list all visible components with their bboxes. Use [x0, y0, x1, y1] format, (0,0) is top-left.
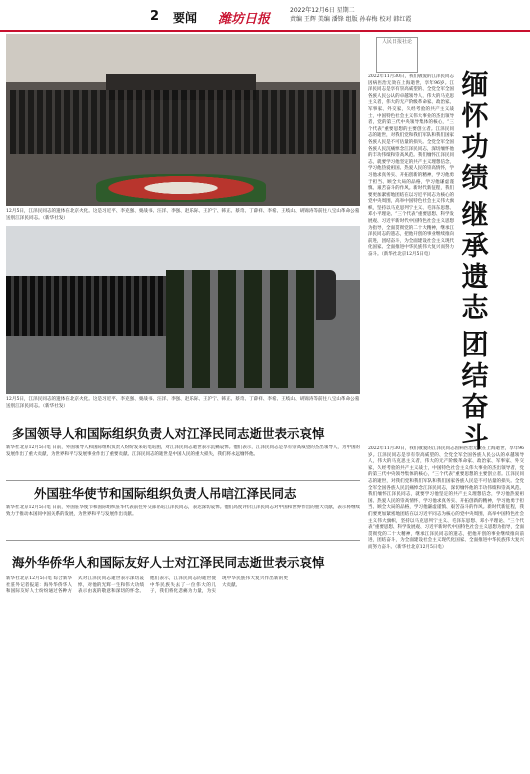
title-char: 结	[461, 361, 489, 392]
photo-flowers	[96, 174, 266, 202]
seal-text: 人民日报社论	[381, 39, 412, 45]
article1-headline: 多国领导人和国际组织负责人对江泽民同志逝世表示哀悼	[12, 426, 325, 441]
photo2-caption: 12月5日，江泽民同志的遗体在北京火化。这是习近平、李克强、栗战书、汪洋、李强、赵乐际、王沪宁、韩正、蔡奇、丁薛祥、李希、王岐山、胡锦涛等前往八宝山革命公墓送别江泽民同志。（新华社发）	[6, 397, 360, 409]
article1-body: 新华社北京12月5日电 日前，外国领导人和国际组织负责人纷纷发来唁电唁函，对江泽民同志逝世表示沉痛哀悼。他们表示，江泽民同志是享有崇高威望的杰出领导人，为中国的发展作出了重大贡献，为世界和平与发展事业作出了重要贡献。江泽民同志的逝世是中国人民的重大损失，我们将永远缅怀他。	[6, 445, 360, 457]
header-meta	[290, 6, 411, 24]
title-char: 功	[461, 132, 489, 163]
section-name: 要闻	[173, 11, 198, 25]
newspaper-logo: 潍坊日报	[218, 12, 271, 27]
photo-farewell-hall	[6, 34, 360, 206]
photo-guards	[166, 270, 316, 388]
photo1-caption: 12月5日，江泽民同志的遗体在北京火化。这是习近平、李克强、栗战书、汪洋、李强、赵乐际、王沪宁、韩正、蔡奇、丁薛祥、李希、王岐山、胡锦涛等前往八宝山革命公墓送别江泽民同志。（新华社发）	[6, 209, 360, 221]
photo-honor-guard	[6, 226, 360, 394]
title-char: 缅	[461, 70, 489, 101]
photo-crowd	[10, 90, 356, 154]
page-header	[0, 0, 530, 32]
divider	[6, 540, 360, 541]
commentary-body-top: 2022年11月30日，我们敬爱的江泽民同志因病医治无效在上海逝世，享年96岁。江泽民同志是享有崇高威望的、全党全军全国各族人民公认的卓越领导人，伟大的马克思主义者，伟大的无产阶级革命家、政治家、军事家、外交家，久经考验的共产主义战士，中国特色社会主义伟大事业的杰出领导者，党的第三代中央领导集体的核心，“三个代表”重要思想的主要创立者。江泽民同志的逝世，对我们党和我们军队和我们国家各族人民是不可估量的损失。全党全军全国各族人民沉痛悼念江泽民同志，深切缅怀他的丰功伟绩和崇高风范。我们缅怀江泽民同志，就要学习他坚定的共产主义理想信念，学习他热爱祖国、热爱人民的崇高情怀，学习他求真务实、开拓创新的精神，学习他勇于担当、顾全大局的品格，学习他谦虚谨慎、艰苦奋斗的作风。新时代新征程，我们要更加紧密地团结在以习近平同志为核心的党中央周围，高举中国特色社会主义伟大旗帜，坚持以马克思列宁主义、毛泽东思想、邓小平理论、“三个代表”重要思想、科学发展观、习近平新时代中国特色社会主义思想为指导，全面贯彻党的二十大精神，继承江泽民同志的遗志，把他开创的事业继续推向前进，团结奋斗，为全面建设社会主义现代化国家、全面推进中华民族伟大复兴而努力奋斗。（新华社北京12月5日电）	[368, 74, 454, 258]
title-char: 继	[461, 200, 489, 231]
title-char: 奋	[461, 392, 489, 423]
header-date: 2022年12月6日 星期二	[290, 7, 355, 14]
article2-body: 新华社北京12月5日电 日前，外国驻华使节和国际组织驻华代表前往外交部吊唁江泽民同志，表达深切哀悼。他们高度评价江泽民同志对中国和世界作出的重大贡献，表示将继续致力于推动本国同中国关系的发展，为世界和平与发展作出贡献。	[6, 505, 360, 517]
commentary-title	[458, 70, 492, 454]
article3-body: 新华社北京12月5日电 综合新华社驻外记者报道：海外华侨华人和国际友好人士纷纷通过各种方式对江泽民同志逝世表示深切哀悼，对他的光辉一生和伟大功绩表示由衷的敬意和深切的怀念。他们表示，江泽民同志的逝世使中华民族失去了一位伟大的儿子，我们将化悲痛为力量，为实现中华民族伟大复兴作出新的更大贡献。	[6, 576, 288, 595]
header-staff: 责编 王辉 美编 潘锋 组版 孙春梅 校对 韩红霞	[290, 16, 412, 23]
title-char: 团	[461, 330, 489, 361]
divider	[6, 480, 360, 481]
title-char: 绩	[461, 163, 489, 194]
commentary-seal	[376, 37, 418, 73]
article2-headline: 外国驻华使节和国际组织负责人吊唁江泽民同志	[34, 486, 297, 501]
title-char: 斗	[461, 423, 489, 454]
commentary-body: 2022年11月30日，我们敬爱的江泽民同志因病医治无效在上海逝世，享年96岁。江泽民同志是享有崇高威望的、全党全军全国各族人民公认的卓越领导人，伟大的马克思主义者，伟大的无产阶级革命家、政治家、军事家、外交家，久经考验的共产主义战士，中国特色社会主义伟大事业的杰出领导者，党的第三代中央领导集体的核心，“三个代表”重要思想的主要创立者。江泽民同志的逝世，对我们党和我们军队和我们国家各族人民是不可估量的损失。全党全军全国各族人民沉痛悼念江泽民同志，深切缅怀他的丰功伟绩和崇高风范。我们缅怀江泽民同志，就要学习他坚定的共产主义理想信念，学习他热爱祖国、热爱人民的崇高情怀，学习他求真务实、开拓创新的精神，学习他勇于担当、顾全大局的品格，学习他谦虚谨慎、艰苦奋斗的作风。新时代新征程，我们要更加紧密地团结在以习近平同志为核心的党中央周围，高举中国特色社会主义伟大旗帜，坚持以马克思列宁主义、毛泽东思想、邓小平理论、“三个代表”重要思想、科学发展观、习近平新时代中国特色社会主义思想为指导，全面贯彻党的二十大精神，继承江泽民同志的遗志，把他开创的事业继续推向前进，团结奋斗，为全面建设社会主义现代化国家、全面推进中华民族伟大复兴而努力奋斗。（新华社北京12月5日电）	[368, 446, 524, 550]
title-char: 遗	[461, 262, 489, 293]
page-number: 2	[150, 9, 160, 24]
title-char: 怀	[461, 101, 489, 132]
title-char: 志	[461, 293, 489, 324]
title-char: 承	[461, 231, 489, 262]
article3-headline: 海外华侨华人和国际友好人士对江泽民同志逝世表示哀悼	[12, 555, 325, 570]
